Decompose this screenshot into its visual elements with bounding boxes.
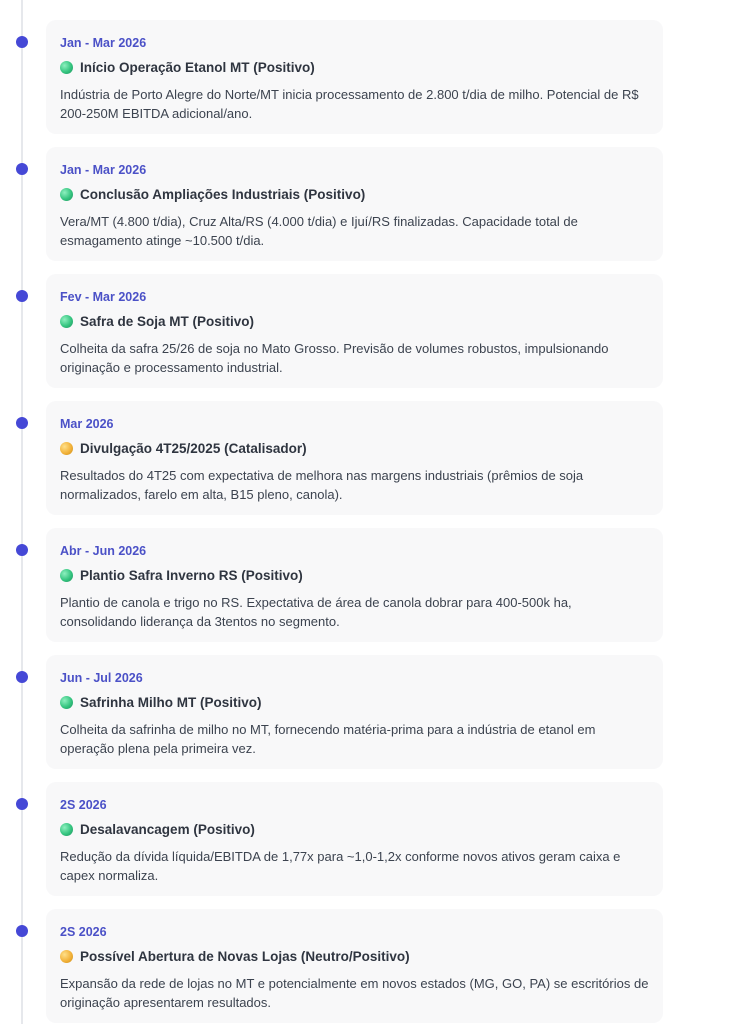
event-date: Jan - Mar 2026: [60, 163, 147, 177]
timeline-dot: [16, 798, 28, 810]
timeline-dot: [16, 417, 28, 429]
timeline-event: [0, 147, 750, 263]
event-date: Jan - Mar 2026: [60, 36, 147, 50]
green-circle-icon: [60, 823, 73, 836]
event-card: [46, 20, 663, 134]
gold-circle-icon: [60, 950, 73, 963]
event-card: [46, 274, 663, 388]
event-title: Conclusão Ampliações Industriais (Positivo): [80, 186, 366, 202]
timeline-dot: [16, 925, 28, 937]
timeline-event: [0, 20, 750, 136]
event-card: [46, 147, 663, 261]
timeline-dot: [16, 163, 28, 175]
event-description: Indústria de Porto Alegre do Norte/MT inicia processamento de 2.800 t/dia de milho. Potencial de R$ 200-250M EBITDA adicional/ano.: [60, 87, 639, 121]
event-description: Resultados do 4T25 com expectativa de melhora nas margens industriais (prêmios de soja normalizados, farelo em alta, B15 pleno, canola).: [60, 468, 584, 502]
event-date: 2S 2026: [60, 925, 107, 939]
timeline-dot: [16, 671, 28, 683]
event-title: Possível Abertura de Novas Lojas (Neutro/Positivo): [80, 948, 410, 964]
event-date: 2S 2026: [60, 798, 107, 812]
gold-circle-icon: [60, 442, 73, 455]
event-description: Plantio de canola e trigo no RS. Expectativa de área de canola dobrar para 400-500k ha, consolidando liderança da 3tentos no segmento.: [60, 595, 572, 629]
event-card: [46, 655, 663, 769]
green-circle-icon: [60, 569, 73, 582]
timeline-event: [0, 909, 750, 1025]
event-date: Abr - Jun 2026: [60, 544, 147, 558]
event-title-row: [60, 440, 649, 456]
event-title: Safrinha Milho MT (Positivo): [80, 694, 262, 710]
green-circle-icon: [60, 696, 73, 709]
green-circle-icon: [60, 315, 73, 328]
event-title-row: [60, 948, 649, 964]
event-card: [46, 528, 663, 642]
event-title-row: [60, 313, 649, 329]
timeline-event: [0, 782, 750, 898]
timeline-dot: [16, 36, 28, 48]
event-card: [46, 909, 663, 1023]
event-card: [46, 782, 663, 896]
event-title: Safra de Soja MT (Positivo): [80, 313, 255, 329]
green-circle-icon: [60, 188, 73, 201]
event-title: Início Operação Etanol MT (Positivo): [80, 59, 315, 75]
event-description: Vera/MT (4.800 t/dia), Cruz Alta/RS (4.000 t/dia) e Ijuí/RS finalizadas. Capacidade total de esmagamento atinge ~10.500 t/dia.: [60, 214, 578, 248]
event-description: Redução da dívida líquida/EBITDA de 1,77x para ~1,0-1,2x conforme novos ativos geram caixa e capex normaliza.: [60, 849, 621, 883]
event-description: Colheita da safrinha de milho no MT, fornecendo matéria-prima para a indústria de etanol em operação plena pela primeira vez.: [60, 722, 596, 756]
event-description: Expansão da rede de lojas no MT e potencialmente em novos estados (MG, GO, PA) se escritórios de originação apresentarem resultados.: [60, 976, 649, 1010]
event-title: Desalavancagem (Positivo): [80, 821, 255, 837]
event-date: Fev - Mar 2026: [60, 290, 147, 304]
timeline-dot: [16, 290, 28, 302]
event-title: Divulgação 4T25/2025 (Catalisador): [80, 440, 307, 456]
timeline-event: [0, 401, 750, 517]
timeline-event: [0, 528, 750, 644]
event-card: [46, 401, 663, 515]
event-title-row: [60, 186, 649, 202]
event-date: Jun - Jul 2026: [60, 671, 143, 685]
event-title-row: [60, 821, 649, 837]
event-title-row: [60, 694, 649, 710]
timeline-dot: [16, 544, 28, 556]
event-date: Mar 2026: [60, 417, 114, 431]
green-circle-icon: [60, 61, 73, 74]
event-title-row: [60, 59, 649, 75]
event-title-row: [60, 567, 649, 583]
event-title: Plantio Safra Inverno RS (Positivo): [80, 567, 303, 583]
event-description: Colheita da safra 25/26 de soja no Mato Grosso. Previsão de volumes robustos, impulsionando originação e processamento industrial.: [60, 341, 609, 375]
timeline-event: [0, 655, 750, 771]
timeline-event: [0, 274, 750, 390]
